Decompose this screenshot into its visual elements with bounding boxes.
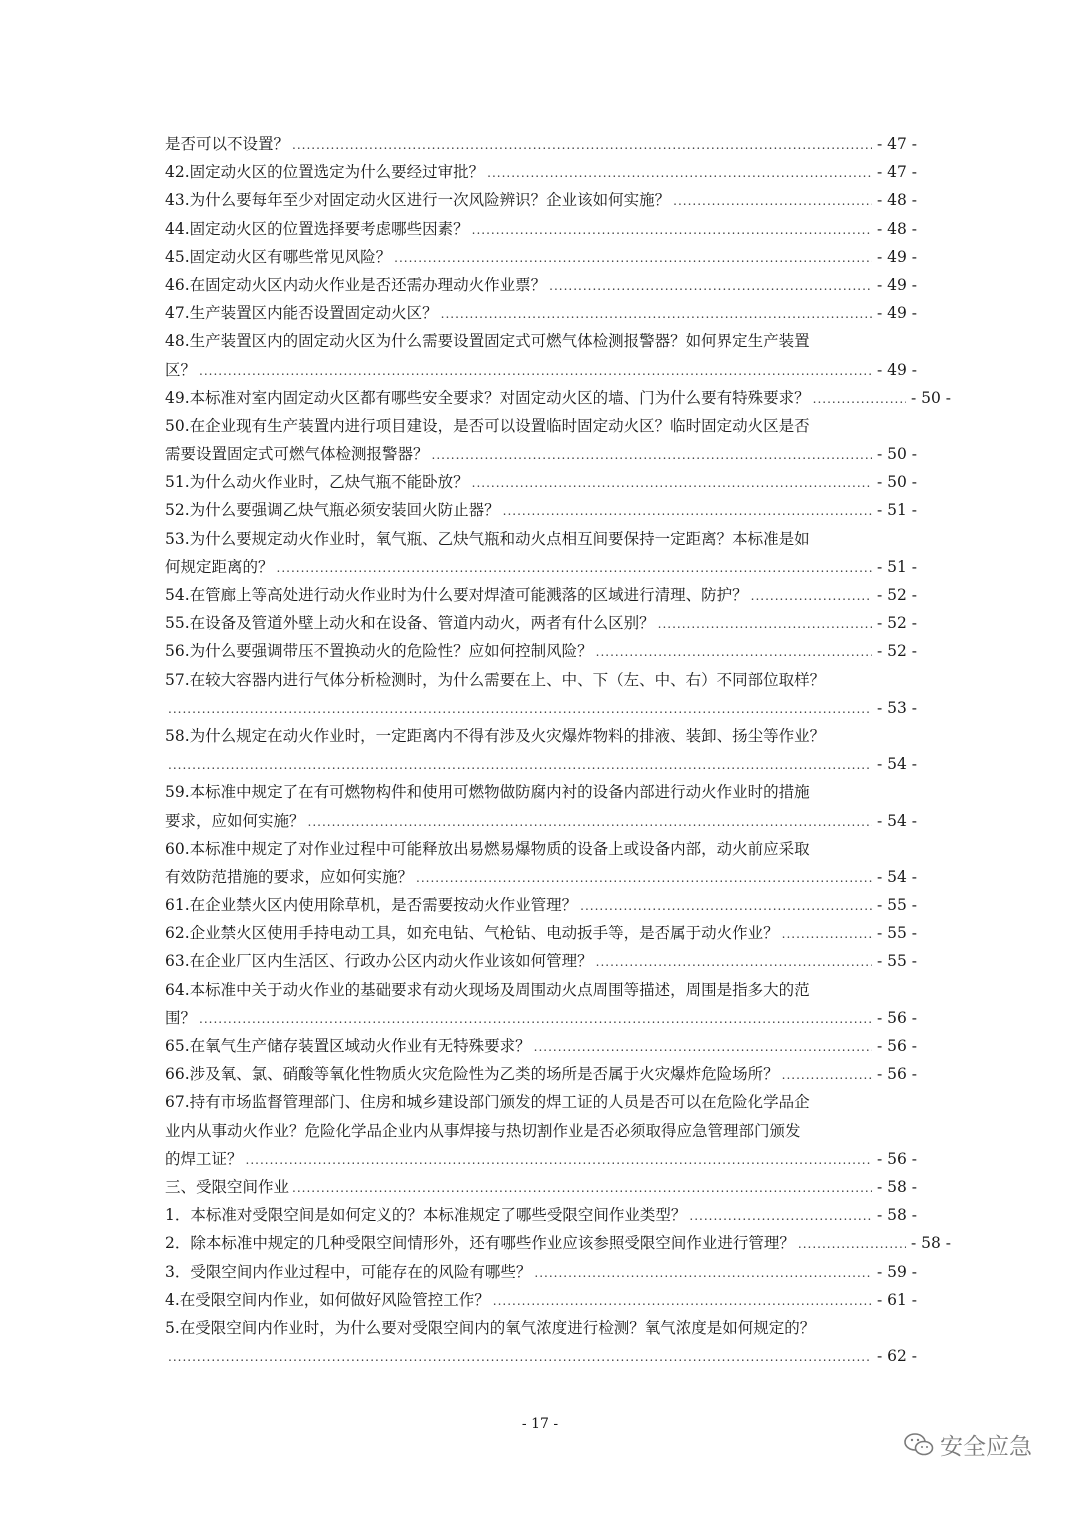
toc-entry: [165, 1004, 917, 1032]
toc-entry: [165, 722, 917, 750]
toc-entry-text: 4.在受限空间内作业，如何做好风险管控工作？: [165, 1290, 490, 1309]
toc-page-number: - 58 -: [876, 1206, 917, 1225]
toc-leader-dots: [432, 441, 872, 469]
toc-page-number: - 54 -: [876, 811, 917, 830]
toc-entry: [165, 1173, 917, 1201]
toc-entry: [165, 271, 917, 299]
toc-page-number: - 51 -: [876, 557, 917, 576]
toc-entry-text: 53.为什么要规定动火作业时，氧气瓶、乙炔气瓶和动火点相互间要保持一定距离？本标准是如: [165, 529, 810, 548]
toc-leader-dots: [277, 554, 872, 582]
toc-page-number: - 48 -: [876, 191, 917, 210]
watermark: [904, 1428, 1032, 1461]
toc-page-number: - 49 -: [876, 304, 917, 323]
toc-leader-dots: [580, 892, 872, 920]
toc-page-number: - 54 -: [876, 755, 917, 774]
toc-entry-text: 3．受限空间内作业过程中，可能存在的风险有哪些？: [165, 1262, 532, 1281]
toc-page-number: - 47 -: [876, 163, 917, 182]
toc-entry: [165, 299, 917, 327]
toc-leader-dots: [199, 357, 872, 385]
toc-leader-dots: [394, 244, 872, 272]
toc-leader-dots: [168, 751, 872, 779]
toc-leader-dots: [168, 695, 872, 723]
toc-leader-dots: [199, 1005, 872, 1033]
toc-leader-dots: [472, 216, 872, 244]
toc-leader-dots: [751, 582, 872, 610]
toc-leader-dots: [246, 1146, 872, 1174]
toc-entry-text: 三、受限空间作业: [165, 1177, 290, 1196]
toc-leader-dots: [813, 385, 906, 413]
toc-page-number: - 56 -: [876, 1149, 917, 1168]
toc-leader-dots: [689, 1202, 872, 1230]
toc-page-number: - 54 -: [876, 867, 917, 886]
toc-entry: [165, 468, 917, 496]
toc-entry: [165, 1229, 951, 1257]
toc-entry-text: 5.在受限空间内作业时，为什么要对受限空间内的氧气浓度进行检测？氧气浓度是如何规定的？: [165, 1318, 816, 1337]
toc-entry-text: 64.本标准中关于动火作业的基础要求有动火现场及周围动火点周围等描述，周围是指多大的范: [165, 980, 810, 999]
toc-entry: [165, 243, 917, 271]
toc-page-number: - 59 -: [876, 1262, 917, 1281]
toc-entry-text: 要求，应如何实施？: [165, 811, 305, 830]
toc-entry-text: 54.在管廊上等高处进行动火作业时为什么要对焊渣可能溅落的区域进行清理、防护？: [165, 586, 748, 604]
toc-entry-text: 55.在设备及管道外壁上动火和在设备、管道内动火，两者有什么区别？: [165, 614, 655, 633]
toc-entry-text: 47.生产装置区内能否设置固定动火区？: [165, 304, 438, 323]
wechat-icon: [904, 1432, 934, 1458]
toc-entry-text: 围？: [165, 1008, 197, 1027]
toc-entry: [165, 1145, 917, 1173]
toc-entry: [165, 835, 917, 863]
toc-entry: [165, 384, 951, 412]
toc-entry: [165, 581, 917, 609]
toc-page-number: - 58 -: [876, 1177, 917, 1196]
toc-entry: [165, 609, 917, 637]
toc-entry-text: 45.固定动火区有哪些常见风险？: [165, 247, 392, 266]
toc-leader-dots: [658, 610, 872, 638]
toc-entry-text: 61.在企业禁火区内使用除草机，是否需要按动火作业管理？: [165, 896, 578, 915]
toc-entry: [165, 215, 917, 243]
toc-leader-dots: [493, 1287, 872, 1315]
toc-leader-dots: [308, 808, 872, 836]
toc-entry: [165, 976, 917, 1004]
toc-page-number: - 47 -: [876, 135, 917, 153]
toc-entry-text: 62.企业禁火区使用手持电动工具，如充电钻、气枪钻、电动扳手等，是否属于动火作业？: [165, 924, 779, 943]
toc-leader-dots: [534, 1033, 872, 1061]
toc-entry: [165, 158, 917, 186]
toc-leader-dots: [549, 272, 872, 300]
toc-entry-text: 48.生产装置区内的固定动火区为什么需要设置固定式可燃气体检测报警器？如何界定生产装置: [165, 332, 810, 351]
toc-page-number: - 56 -: [876, 1037, 917, 1055]
toc-leader-dots: [782, 1061, 872, 1089]
toc-entry: [165, 1314, 917, 1342]
toc-page-number: - 52 -: [876, 642, 917, 661]
toc-entry-text: 50.在企业现有生产装置内进行项目建设，是否可以设置临时固定动火区？临时固定动火区是否: [165, 416, 810, 435]
toc-page-number: - 49 -: [876, 247, 917, 266]
toc-page-number: - 55 -: [876, 924, 917, 943]
toc-page-number: - 51 -: [876, 501, 917, 520]
toc-page-number: - 49 -: [876, 275, 917, 294]
toc-page-number: - 49 -: [876, 360, 917, 379]
toc-entry-text: 1．本标准对受限空间是如何定义的？本标准规定了哪些受限空间作业类型？: [165, 1206, 687, 1225]
toc-leader-dots: [596, 948, 872, 976]
toc-leader-dots: [673, 187, 872, 215]
toc-leader-dots: [596, 638, 872, 666]
toc-entry-text: 是否可以不设置？: [165, 135, 290, 153]
toc-entry: [165, 947, 917, 975]
toc-leader-dots: [441, 300, 872, 328]
toc-entry-text: 43.为什么要每年至少对固定动火区进行一次风险辨识？企业该如何实施？: [165, 191, 671, 210]
toc-page-number: - 50 -: [876, 445, 917, 464]
toc-page-number: - 53 -: [876, 698, 917, 717]
toc-entry: [165, 778, 917, 806]
toc-page-number: - 58 -: [910, 1234, 951, 1253]
toc-entry-text: 60.本标准中规定了对作业过程中可能释放出易燃易爆物质的设备上或设备内部，动火前应采取: [165, 839, 810, 858]
toc-entry-text: 56.为什么要强调带压不置换动火的危险性？应如何控制风险？: [165, 642, 593, 661]
toc-entry: [165, 1117, 917, 1145]
toc-entry-text: 52.为什么要强调乙炔气瓶必须安装回火防止器？: [165, 501, 500, 520]
toc-leader-dots: [798, 1230, 906, 1258]
toc-entry-text: 的焊工证？: [165, 1149, 243, 1168]
toc-entry-text: 63.在企业厂区内生活区、行政办公区内动火作业该如何管理？: [165, 952, 593, 971]
toc-entry: [165, 919, 917, 947]
toc-entry-text: 65.在氧气生产储存装置区域动火作业有无特殊要求？: [165, 1037, 531, 1055]
toc-entry-text: 67.持有市场监督管理部门、住房和城乡建设部门颁发的焊工证的人员是否可以在危险化学品企: [165, 1093, 810, 1112]
toc-entry: [165, 807, 917, 835]
toc-leader-dots: [534, 1259, 872, 1287]
watermark-text: 安全应急: [940, 1434, 1032, 1460]
toc-entry: [165, 694, 917, 722]
toc-entry-text: 区？: [165, 360, 197, 379]
toc-entry: [165, 1032, 917, 1060]
toc-leader-dots: [168, 1343, 872, 1371]
toc-entry: [165, 553, 917, 581]
toc-entry: [165, 186, 917, 214]
table-of-contents: [165, 130, 951, 1370]
toc-entry: [165, 496, 917, 524]
toc-entry: [165, 356, 917, 384]
toc-entry: [165, 666, 917, 694]
toc-entry-text: 58.为什么规定在动火作业时，一定距离内不得有涉及火灾爆炸物料的排液、装卸、扬尘等作业？: [165, 726, 826, 745]
toc-leader-dots: [292, 131, 872, 159]
toc-entry-text: 66.涉及氧、氯、硝酸等氧化性物质火灾危险性为乙类的场所是否属于火灾爆炸危险场所？: [165, 1065, 779, 1084]
toc-leader-dots: [416, 864, 872, 892]
toc-page-number: - 55 -: [876, 952, 917, 971]
toc-entry: [165, 440, 917, 468]
toc-entry: [165, 1342, 917, 1370]
toc-entry: [165, 891, 917, 919]
toc-page-number: - 56 -: [876, 1008, 917, 1027]
toc-page-number: - 55 -: [876, 896, 917, 915]
toc-entry-text: 44.固定动火区的位置选择要考虑哪些因素？: [165, 219, 469, 238]
toc-entry: [165, 1286, 917, 1314]
toc-entry: [165, 863, 917, 891]
toc-entry: [165, 1088, 917, 1116]
page-number: - 17 -: [521, 1416, 559, 1432]
toc-page-number: - 50 -: [910, 388, 951, 407]
toc-leader-dots: [292, 1174, 872, 1202]
toc-entry-text: 59.本标准中规定了在有可燃物构件和使用可燃物做防腐内衬的设备内部进行动火作业时的措施: [165, 783, 810, 802]
toc-page-number: - 56 -: [876, 1065, 917, 1084]
toc-entry: [165, 750, 917, 778]
toc-entry-text: 需要设置固定式可燃气体检测报警器？: [165, 445, 429, 464]
toc-entry: [165, 1060, 917, 1088]
toc-entry-text: 何规定距离的？: [165, 557, 274, 576]
toc-leader-dots: [782, 920, 872, 948]
toc-entry: [165, 130, 917, 158]
toc-page-number: - 50 -: [876, 473, 917, 492]
toc-entry-text: 业内从事动火作业？危险化学品企业内从事焊接与热切割作业是否必须取得应急管理部门颁发: [165, 1121, 801, 1140]
toc-page-number: - 52 -: [876, 586, 917, 604]
toc-entry-text: 42.固定动火区的位置选定为什么要经过审批？: [165, 163, 485, 182]
toc-entry: [165, 412, 917, 440]
toc-entry: [165, 525, 917, 553]
toc-entry-text: 有效防范措施的要求，应如何实施？: [165, 867, 414, 886]
toc-entry: [165, 1201, 917, 1229]
toc-entry-text: 51.为什么动火作业时，乙炔气瓶不能卧放？: [165, 473, 469, 492]
toc-entry-text: 2．除本标准中规定的几种受限空间情形外，还有哪些作业应该参照受限空间作业进行管理？: [165, 1234, 795, 1253]
toc-entry-text: 49.本标准对室内固定动火区都有哪些安全要求？对固定动火区的墙、门为什么要有特殊要求？: [165, 388, 810, 407]
toc-entry: [165, 327, 917, 355]
toc-entry: [165, 637, 917, 665]
toc-page-number: - 48 -: [876, 219, 917, 238]
toc-leader-dots: [472, 469, 872, 497]
toc-leader-dots: [503, 497, 872, 525]
toc-entry-text: 57.在较大容器内进行气体分析检测时，为什么需要在上、中、下（左、中、右）不同部位取样？: [165, 670, 826, 689]
toc-page-number: - 62 -: [876, 1347, 917, 1366]
toc-page-number: - 61 -: [876, 1290, 917, 1309]
toc-entry-text: 46.在固定动火区内动火作业是否还需办理动火作业票？: [165, 275, 547, 294]
toc-page-number: - 52 -: [876, 614, 917, 633]
toc-leader-dots: [487, 159, 872, 187]
toc-entry: [165, 1258, 917, 1286]
